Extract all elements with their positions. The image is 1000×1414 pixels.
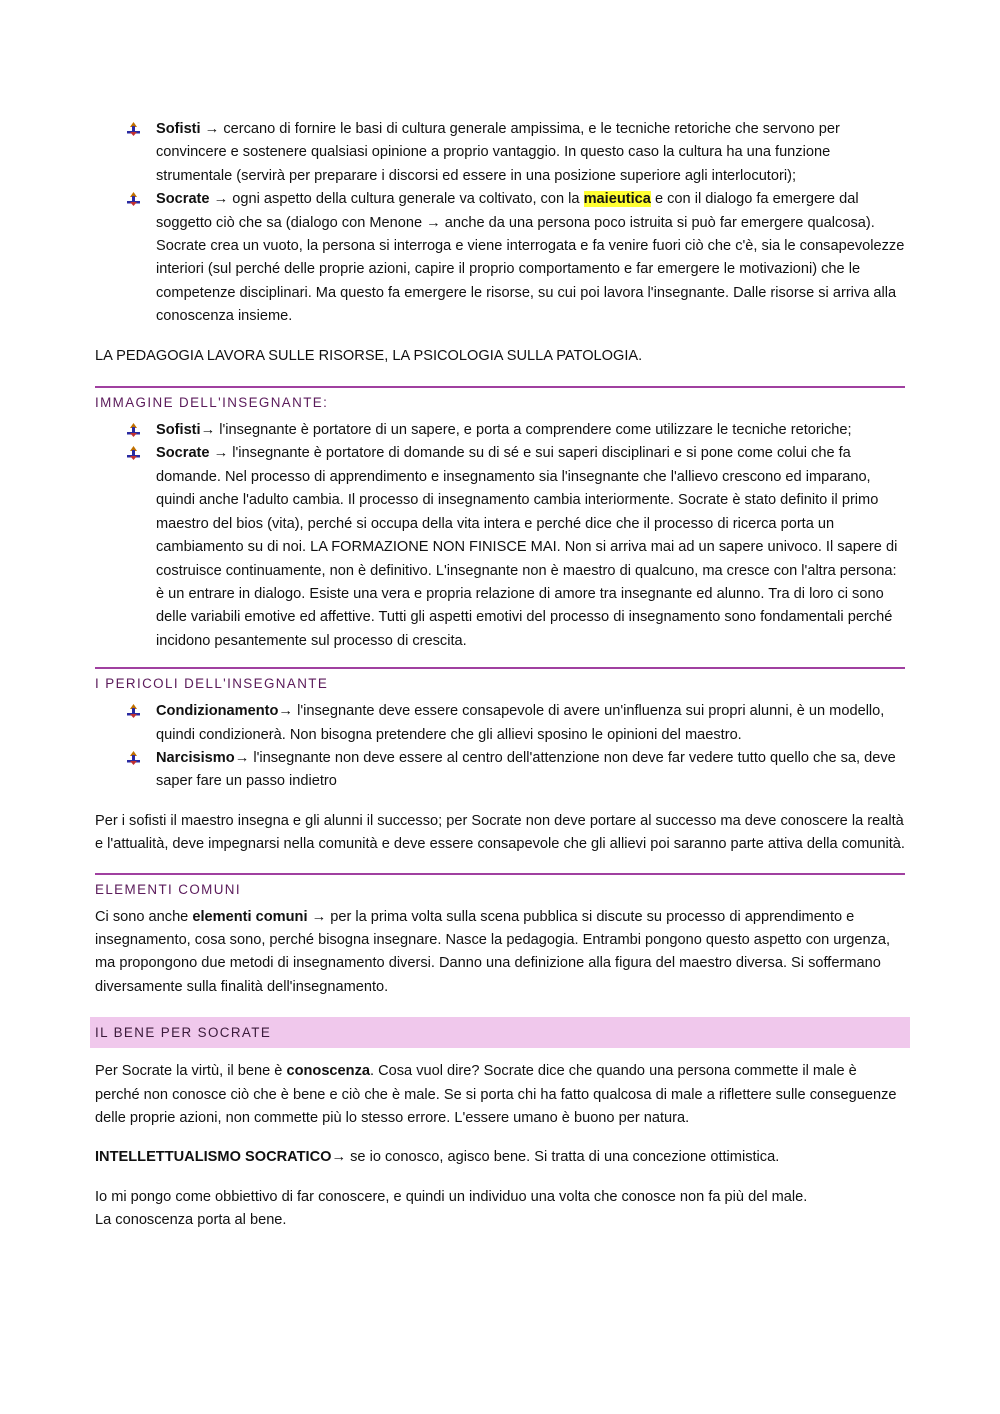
text-run: . Cosa vuol dire? Socrate dice che quando una persona commette il male è perché non conosce ciò che è bene e ciò che è male. Se si porta chi ha fatto qualcosa di male a riflettere sulle conseguenze delle proprie azioni, non commette più lo stesso errore. L'essere umano è buono per natura. <box>95 1063 897 1126</box>
arrow-bullet-icon <box>127 446 140 460</box>
list-item <box>156 747 905 794</box>
term: Condizionamento <box>156 703 279 720</box>
list-item <box>156 700 905 747</box>
arrow: → <box>278 703 294 720</box>
item-text: l'insegnante deve essere consapevole di avere un'influenza sui propri alunni, è un modello, quindi condizionerà. Non bisogna pretendere che gli allievi sposino le opinioni del maestro. <box>156 703 885 743</box>
list-item <box>156 118 905 188</box>
paragraph <box>95 906 905 1000</box>
arrow-bullet-icon <box>127 423 140 437</box>
term: Narcisismo <box>156 749 235 766</box>
term: Sofisti <box>156 121 201 137</box>
arrow: → <box>200 422 216 439</box>
arrow: → <box>204 121 220 137</box>
arrow: → <box>234 749 250 766</box>
section-rule <box>95 667 905 669</box>
paragraph: Per i sofisti il maestro insegna e gli alunni il successo; per Socrate non deve portare al successo ma deve conoscere la realtà e l'attualità, deve impegnarsi nella comunità e deve essere consapevole che gli allievi poi saranno parte attiva della comunità. <box>95 812 905 853</box>
section-heading: I PERICOLI DELL'INSEGNANTE <box>95 676 329 692</box>
section-heading: IMMAGINE DELL'INSEGNANTE: <box>95 395 329 411</box>
text-run: se io conosco, agisco bene. Si tratta di una concezione ottimistica. <box>350 1149 780 1166</box>
bold-term: elementi comuni <box>192 908 308 925</box>
arrow: → <box>213 445 229 462</box>
arrow-bullet-icon <box>127 122 140 136</box>
paragraph <box>95 1146 905 1169</box>
section-rule <box>95 386 905 388</box>
intro-list <box>95 118 905 329</box>
list-item <box>156 442 905 653</box>
text-run: Ci sono anche <box>95 908 189 925</box>
section-heading: ELEMENTI COMUNI <box>95 881 241 897</box>
arrow-bullet-icon <box>127 192 140 206</box>
arrow-bullet-icon <box>127 704 140 718</box>
paragraph <box>95 1186 905 1233</box>
item-text: l'insegnante non deve essere al centro dell'attenzione non deve far vedere tutto quello che sa, deve saper fare un passo indietro <box>156 749 896 790</box>
text-line: Io mi pongo come obbiettivo di far conoscere, e quindi un individuo una volta che conosce non fa più del male. <box>95 1188 808 1205</box>
item-text: e con il dialogo fa emergere dal soggetto ciò che sa (dialogo con Menone → anche da una persona poco istruita si può far emergere qualcosa). Socrate crea un vuoto, la persona si interroga e viene interrogata e fa venire fuori ciò che c'è, sia le consapevolezze interiori (sul perché delle proprie azioni, capire il proprio comportamento e far emergere le motivazioni) che le competenze disciplinari. Ma questo fa emergere le risorse, su cui poi lavora l'insegnante. Dalle risorse si arriva alla conoscenza insieme. <box>156 191 905 325</box>
item-text: l'insegnante è portatore di un sapere, e porta a comprendere come utilizzare le tecniche retoriche; <box>219 422 852 439</box>
arrow: → <box>311 908 327 925</box>
section-heading-band: IL BENE PER SOCRATE <box>90 1017 910 1048</box>
highlighted-term: maieutica <box>583 191 651 208</box>
immagine-list <box>95 419 905 653</box>
statement: LA PEDAGOGIA LAVORA SULLE RISORSE, LA PSICOLOGIA SULLA PATOLOGIA. <box>95 347 643 364</box>
pericoli-list <box>95 700 905 794</box>
arrow: → <box>213 191 229 208</box>
item-text: l'insegnante è portatore di domande su di sé e sui saperi disciplinari e si pone come colui che fa domande. Nel processo di apprendimento e insegnamento sia l'insegnante che l'allievo crescono ed imparano, quindi anche l'adulto cambia. Il processo di insegnamento cambia interiormente. Socrate è stato definito il primo maestro del bios (vita), perché si occupa della vita intera e perché dice che il processo di ricerca porta un cambiamento su di noi. LA FORMAZIONE NON FINISCE MAI. Non si arriva mai ad un sapere univoco. Il sapere di costruisce continuamente, non è definitivo. L'insegnante non è maestro di qualcuno, ma cresce con l'altra persona: è un entrare in dialogo. Esiste una vera e propria relazione di amore tra insegnante ed alunno. Tra di loro ci sono delle variabili emotive ed affettive. Tutti gli aspetti emotivi del processo di insegnamento sono fondamentali perché incidono pesantemente sul processo di crescita. <box>156 445 898 649</box>
text-line: La conoscenza porta al bene. <box>95 1212 287 1229</box>
paragraph <box>95 1060 905 1130</box>
term: Socrate <box>156 445 210 462</box>
term: Sofisti <box>156 422 201 439</box>
list-item <box>156 419 905 442</box>
list-item <box>156 188 905 328</box>
text-run: Per Socrate la virtù, il bene è <box>95 1063 283 1080</box>
bold-term: conoscenza <box>286 1063 370 1080</box>
arrow-bullet-icon <box>127 751 140 765</box>
term: Socrate <box>156 191 210 208</box>
item-text: cercano di fornire le basi di cultura generale ampissima, e le tecniche retoriche che servono per convincere e sostenere qualsiasi opinione a proprio vantaggio. In questo caso la cultura ha una funzione strumentale (servirà per preparare i discorsi ed essere in una posizione superiore agli interlocutori); <box>156 121 840 184</box>
item-text: ogni aspetto della cultura generale va coltivato, con la <box>232 191 580 208</box>
arrow: → <box>331 1149 347 1166</box>
document-page <box>95 118 905 1233</box>
text-run: per la prima volta sulla scena pubblica si discute su processo di apprendimento e insegnamento, cosa sono, perché bisogna insegnare. Nasce la pedagogia. Entrambi pongono questo aspetto con urgenza, ma propongono due metodi di insegnamento diversi. Danno una definizione alla figura del maestro diversa. Si soffermano diversamente sulla finalità dell'insegnamento. <box>95 908 891 995</box>
bold-term: INTELLETTUALISMO SOCRATICO <box>95 1149 332 1166</box>
section-rule <box>95 873 905 875</box>
